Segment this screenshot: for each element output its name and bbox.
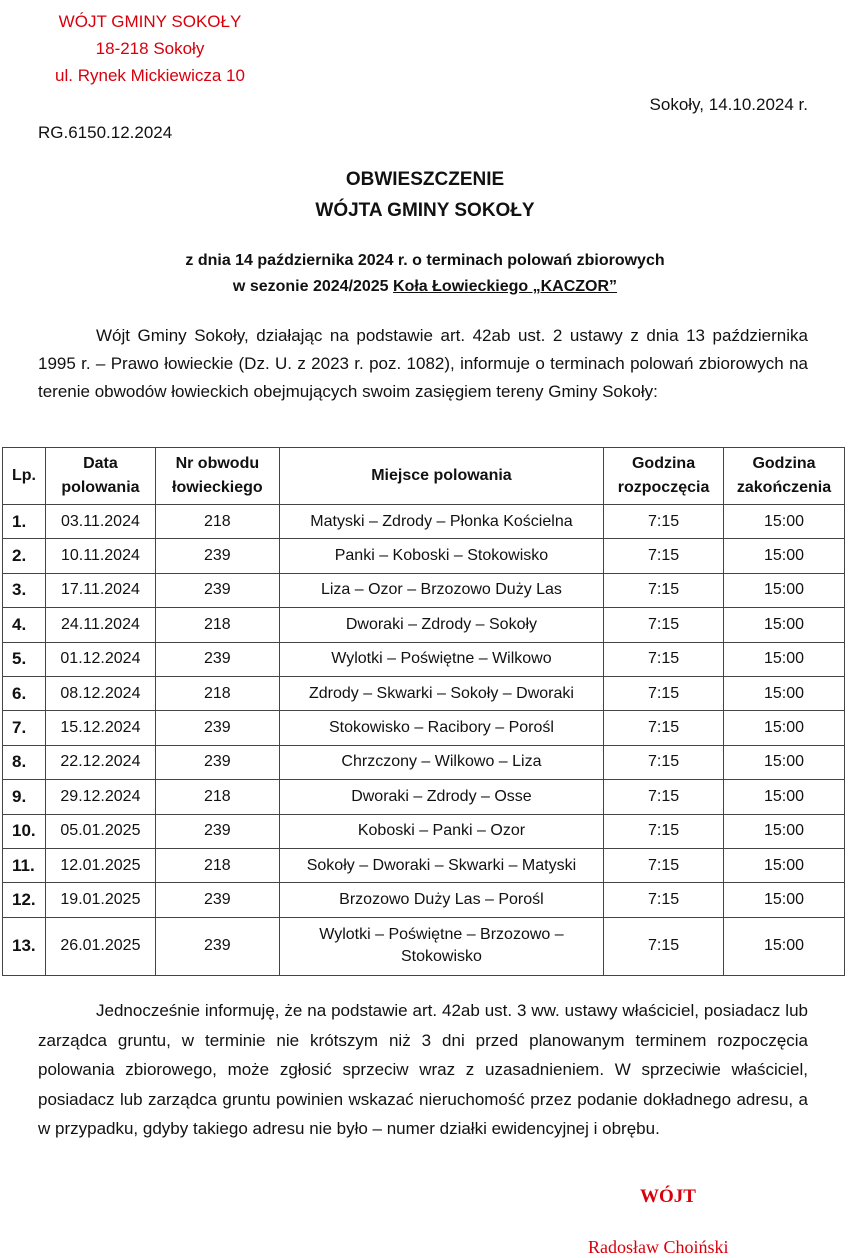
cell-place [279, 917, 603, 975]
closing-paragraph: Jednocześnie informuję, że na podstawie art. 42ab ust. 3 ww. ustawy właściciel, posiadacz lub zarządca gruntu, w terminie nie krótszym niż 3 dni przed planowanym terminem rozpoczęcia polowania zbiorowego, może zgłosić sprzeciw wraz z uzasadnieniem. W sprzeciwie właściciel, posiadacz lub zarządca gruntu powinien wskazać nieruchomość przez podanie dokładnego adresu, a w przypadku, gdyby takiego adresu nie było – numer działki ewidencyjnej i obrębu. [38, 1001, 808, 1138]
cell-district-number: 218 [155, 608, 279, 642]
header-district-number [155, 448, 279, 505]
cell-place-line-2: Stokowisko [400, 948, 482, 966]
cell-lp: 1. [3, 505, 46, 539]
cell-district-number: 239 [155, 814, 279, 848]
cell-date: 15.12.2024 [45, 711, 155, 745]
cell-end-time: 15:00 [724, 573, 845, 607]
header-start-time [604, 448, 724, 505]
cell-start-time: 7:15 [604, 780, 724, 814]
cell-end-time: 15:00 [724, 539, 845, 573]
signature-name: Radosław Choiński [588, 1237, 729, 1257]
cell-lp: 10. [3, 814, 46, 848]
hunts-table [2, 447, 845, 976]
cell-district-number: 218 [155, 780, 279, 814]
cell-end-time: 15:00 [724, 505, 845, 539]
cell-place: Stokowisko – Racibory – Porośl [279, 711, 603, 745]
cell-date: 10.11.2024 [45, 539, 155, 573]
cell-place: Panki – Koboski – Stokowisko [279, 539, 603, 573]
cell-start-time: 7:15 [604, 883, 724, 917]
cell-lp: 5. [3, 642, 46, 676]
title-line-2: WÓJTA GMINY SOKOŁY [315, 200, 535, 221]
cell-place: Chrzczony – Wilkowo – Liza [279, 745, 603, 779]
header-date [45, 448, 155, 505]
cell-place: Wylotki – Poświętne – Wilkowo [279, 642, 603, 676]
cell-date: 12.01.2025 [45, 848, 155, 882]
subtitle-line-1: z dnia 14 października 2024 r. o terminach polowań zbiorowych [185, 252, 665, 269]
cell-end-time: 15:00 [724, 676, 845, 710]
cell-end-time: 15:00 [724, 883, 845, 917]
cell-start-time: 7:15 [604, 608, 724, 642]
cell-district-number: 239 [155, 539, 279, 573]
cell-lp: 8. [3, 745, 46, 779]
table-row [3, 573, 845, 607]
intro-paragraph: Wójt Gminy Sokoły, działając na podstawie art. 42ab ust. 2 ustawy z dnia 13 października 1995 r. – Prawo łowieckie (Dz. U. z 2023 r. poz. 1082), informuje o terminach polowań zbiorowych na terenie obwodów łowieckich obejmujących swoim zasięgiem tereny Gminy Sokoły: [38, 326, 808, 401]
cell-end-time: 15:00 [724, 814, 845, 848]
cell-date: 03.11.2024 [45, 505, 155, 539]
header-date-line-1: Data [83, 455, 118, 472]
signature-title: WÓJT [640, 1186, 696, 1207]
cell-end-time: 15:00 [724, 642, 845, 676]
cell-lp: 13. [3, 917, 46, 975]
cell-lp: 4. [3, 608, 46, 642]
table-row [3, 883, 845, 917]
table-row [3, 711, 845, 745]
cell-start-time: 7:15 [604, 676, 724, 710]
hunting-club-name: Koła Łowieckiego „KACZOR” [393, 278, 618, 295]
cell-place: Liza – Ozor – Brzozowo Duży Las [279, 573, 603, 607]
cell-end-time: 15:00 [724, 780, 845, 814]
cell-date: 08.12.2024 [45, 676, 155, 710]
table-row [3, 676, 845, 710]
cell-date: 26.01.2025 [45, 917, 155, 975]
header-start-line-1: Godzina [631, 455, 696, 472]
cell-district-number: 239 [155, 917, 279, 975]
cell-lp: 9. [3, 780, 46, 814]
sender-office: WÓJT GMINY SOKOŁY [58, 12, 242, 31]
subtitle-line-2 [0, 274, 850, 300]
cell-date: 19.01.2025 [45, 883, 155, 917]
table-row [3, 539, 845, 573]
cell-district-number: 218 [155, 848, 279, 882]
title-line-1: OBWIESZCZENIE [345, 169, 505, 190]
cell-start-time: 7:15 [604, 711, 724, 745]
cell-start-time: 7:15 [604, 539, 724, 573]
sender-postal-code: 18-218 Sokoły [95, 39, 205, 58]
cell-date: 05.01.2025 [45, 814, 155, 848]
header-start-line-2: rozpoczęcia [617, 479, 710, 496]
cell-place: Matyski – Zdrody – Płonka Kościelna [279, 505, 603, 539]
cell-date: 17.11.2024 [45, 573, 155, 607]
subtitle-line-2-prefix: w sezonie 2024/2025 [232, 278, 394, 295]
table-row [3, 642, 845, 676]
table-row [3, 814, 845, 848]
cell-lp: 7. [3, 711, 46, 745]
document-title [0, 164, 850, 226]
cell-district-number: 239 [155, 883, 279, 917]
table-row [3, 745, 845, 779]
cell-end-time: 15:00 [724, 608, 845, 642]
header-date-line-2: polowania [61, 479, 140, 496]
cell-start-time: 7:15 [604, 814, 724, 848]
cell-start-time: 7:15 [604, 642, 724, 676]
cell-district-number: 218 [155, 676, 279, 710]
cell-lp: 11. [3, 848, 46, 882]
cell-start-time: 7:15 [604, 573, 724, 607]
header-end-line-1: Godzina [752, 455, 816, 472]
cell-place: Dworaki – Zdrody – Sokoły [279, 608, 603, 642]
table-row [3, 505, 845, 539]
cell-district-number: 239 [155, 642, 279, 676]
table-row [3, 780, 845, 814]
table-row [3, 917, 845, 975]
cell-end-time: 15:00 [724, 711, 845, 745]
table-header-row [3, 448, 845, 505]
cell-date: 24.11.2024 [45, 608, 155, 642]
header-end-time [724, 448, 845, 505]
reference-number: RG.6150.12.2024 [38, 123, 173, 142]
cell-district-number: 239 [155, 573, 279, 607]
cell-start-time: 7:15 [604, 848, 724, 882]
header-place: Miejsce polowania [279, 448, 603, 505]
sender-street: ul. Rynek Mickiewicza 10 [55, 66, 245, 85]
cell-place: Koboski – Panki – Ozor [279, 814, 603, 848]
cell-lp: 3. [3, 573, 46, 607]
document-subtitle [0, 248, 850, 300]
place-date: Sokoły, 14.10.2024 r. [649, 95, 808, 114]
cell-end-time: 15:00 [724, 745, 845, 779]
cell-start-time: 7:15 [604, 745, 724, 779]
cell-place-line-1: Wylotki – Poświętne – Brzozowo – [319, 926, 564, 944]
cell-place: Sokoły – Dworaki – Skwarki – Matyski [279, 848, 603, 882]
cell-district-number: 239 [155, 745, 279, 779]
cell-lp: 12. [3, 883, 46, 917]
cell-date: 29.12.2024 [45, 780, 155, 814]
cell-start-time: 7:15 [604, 917, 724, 975]
header-end-line-2: zakończenia [736, 479, 832, 496]
cell-date: 01.12.2024 [45, 642, 155, 676]
cell-place: Dworaki – Zdrody – Osse [279, 780, 603, 814]
table-row [3, 608, 845, 642]
cell-end-time: 15:00 [724, 848, 845, 882]
cell-start-time: 7:15 [604, 505, 724, 539]
table-row [3, 848, 845, 882]
cell-district-number: 239 [155, 711, 279, 745]
cell-lp: 6. [3, 676, 46, 710]
header-nr-line-1: Nr obwodu [175, 455, 260, 472]
cell-place: Brzozowo Duży Las – Porośl [279, 883, 603, 917]
sender-address [0, 8, 300, 89]
cell-district-number: 218 [155, 505, 279, 539]
cell-end-time: 15:00 [724, 917, 845, 975]
cell-date: 22.12.2024 [45, 745, 155, 779]
header-lp: Lp. [3, 448, 46, 505]
header-nr-line-2: łowieckiego [172, 479, 263, 496]
cell-place: Zdrody – Skwarki – Sokoły – Dworaki [279, 676, 603, 710]
cell-lp: 2. [3, 539, 46, 573]
